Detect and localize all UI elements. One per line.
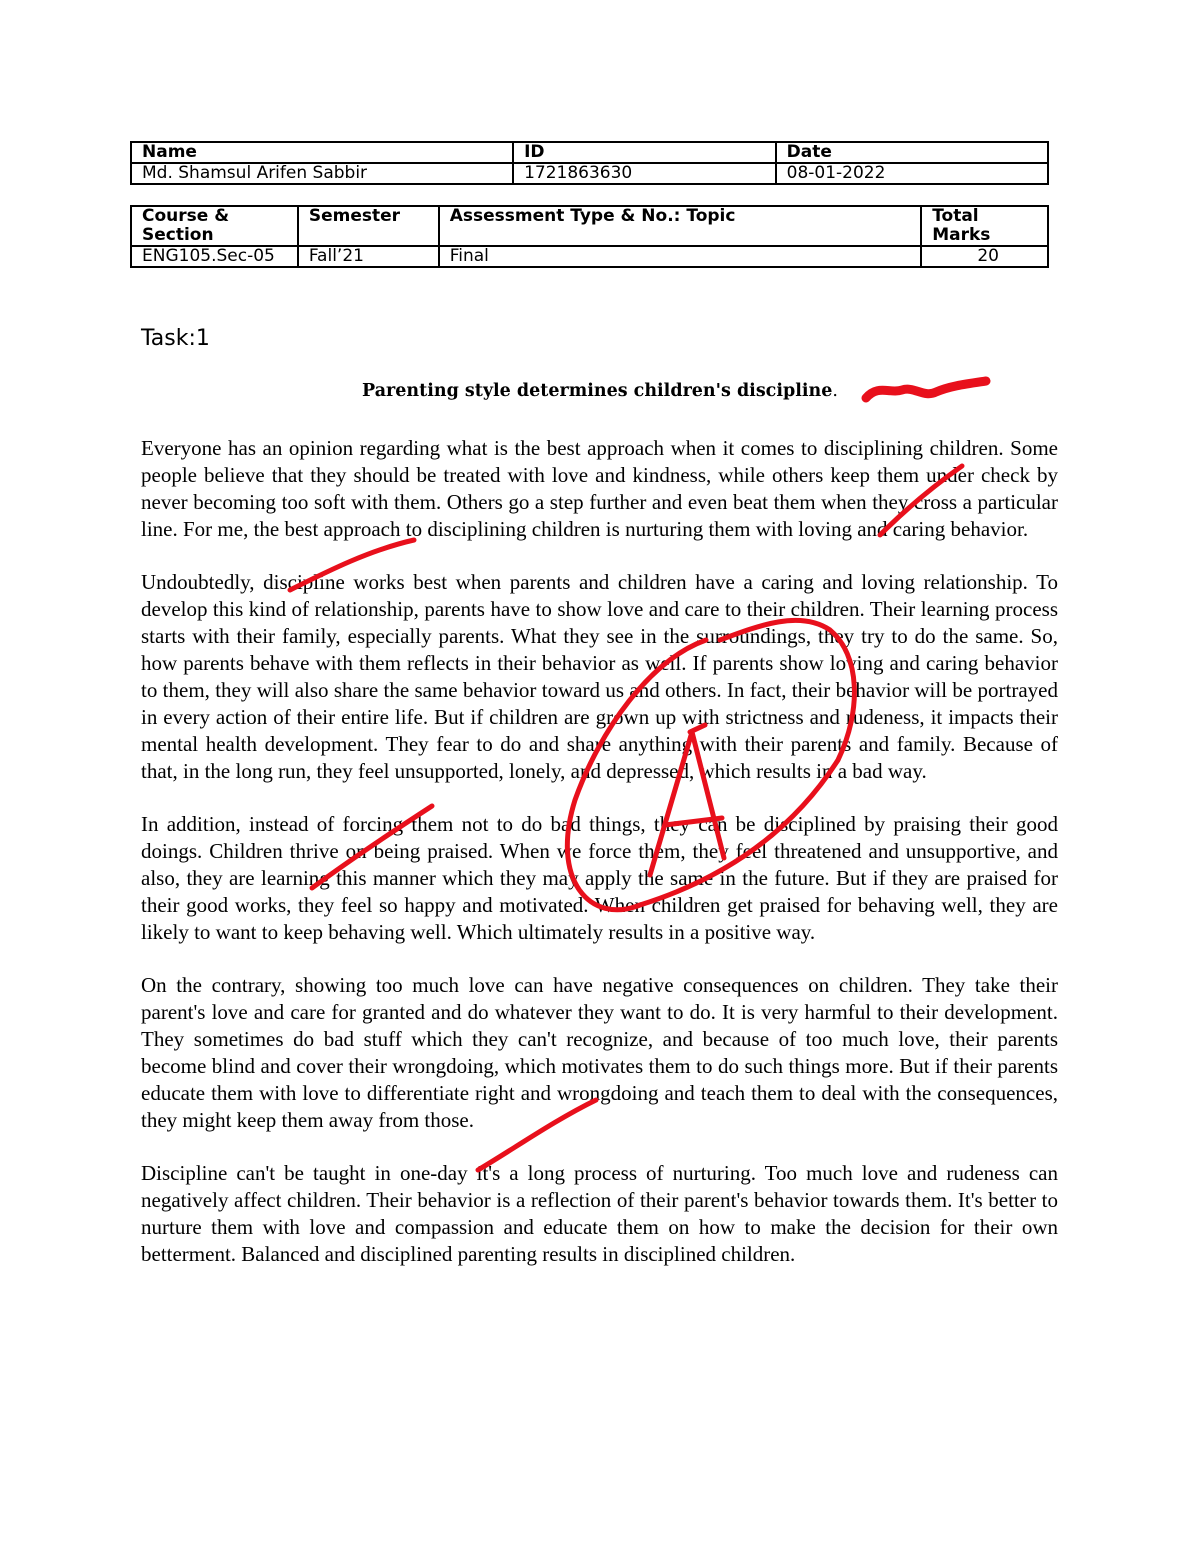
essay-title-period: . bbox=[832, 381, 838, 401]
task-heading: Task:1 bbox=[141, 326, 210, 351]
total-marks-label: Total Marks bbox=[921, 206, 1048, 246]
essay-paragraph-4: On the contrary, showing too much love can have negative consequences on children. They take their parent's love and care for granted and do whatever they want to do. It is very harmful to their development. They sometimes do bad stuff which they can't recognize, and because of too much love, their parents become blind and cover their wrongdoing, which motivates them to do such things more. But if their parents educate them with love to differentiate right and wrongdoing and teach them to deal with the consequences, they might keep them away from those. bbox=[141, 973, 1058, 1132]
assessment-label: Assessment Type & No.: Topic bbox=[439, 206, 921, 246]
semester-label: Semester bbox=[298, 206, 439, 246]
date-label: Date bbox=[776, 142, 1048, 163]
id-value: 1721863630 bbox=[513, 163, 776, 184]
student-info-table bbox=[130, 141, 1049, 185]
id-label: ID bbox=[513, 142, 776, 163]
essay-paragraph-5: Discipline can't be taught in one-day it's a long process of nurturing. Too much love and rudeness can negatively affect children. Their behavior is a reflection of their parent's behavior towards them. It's better to nurture them with love and compassion and educate them on how to make the decision for their own betterment. Balanced and disciplined parenting results in disciplined children. bbox=[141, 1161, 1058, 1266]
total-marks-value: 20 bbox=[921, 246, 1048, 267]
name-label: Name bbox=[131, 142, 513, 163]
essay-body bbox=[141, 435, 1058, 1294]
essay-paragraph-3: In addition, instead of forcing them not to do bad things, they can be disciplined by praising their good doings. Children thrive on being praised. When we force them, they feel threatened and unsupportive, and also, they are learning this manner which they may apply the same in the future. But if they are praised for their good works, they feel so happy and motivated. When children get praised for behaving well, they are likely to want to keep behaving well. Which ultimately results in a positive way. bbox=[141, 812, 1058, 944]
course-section-label: Course & Section bbox=[131, 206, 298, 246]
semester-value: Fall’21 bbox=[298, 246, 439, 267]
essay-paragraph-2: Undoubtedly, discipline works best when parents and children have a caring and loving relationship. To develop this kind of relationship, parents have to show love and care to their children. Their learning process starts with their family, especially parents. What they see in the surroundings, they try to do the same. So, how parents behave with them reflects in their behavior as well. If parents show loving and caring behavior to them, they will also share the same behavior toward us and others. In fact, their behavior will be portrayed in every action of their entire life. But if children are grown up with strictness and rudeness, it impacts their mental health development. They fear to do and share anything with their parents and family. Because of that, in the long run, they feel unsupported, lonely, and depressed, which results in a bad way. bbox=[141, 570, 1058, 783]
essay-title-text: Parenting style determines children's discipline bbox=[362, 381, 833, 401]
date-value: 08-01-2022 bbox=[776, 163, 1048, 184]
course-info-table bbox=[130, 205, 1049, 268]
essay-paragraph-1: Everyone has an opinion regarding what is the best approach when it comes to disciplining children. Some people believe that they should be treated with love and kindness, while others keep them under check by never becoming too soft with them. Others go a step further and even beat them when they cross a particular line. For me, the best approach to disciplining children is nurturing them with loving and caring behavior. bbox=[141, 436, 1058, 541]
name-value: Md. Shamsul Arifen Sabbir bbox=[131, 163, 513, 184]
assessment-value: Final bbox=[439, 246, 921, 267]
essay-title bbox=[0, 381, 1200, 401]
course-section-value: ENG105.Sec-05 bbox=[131, 246, 298, 267]
